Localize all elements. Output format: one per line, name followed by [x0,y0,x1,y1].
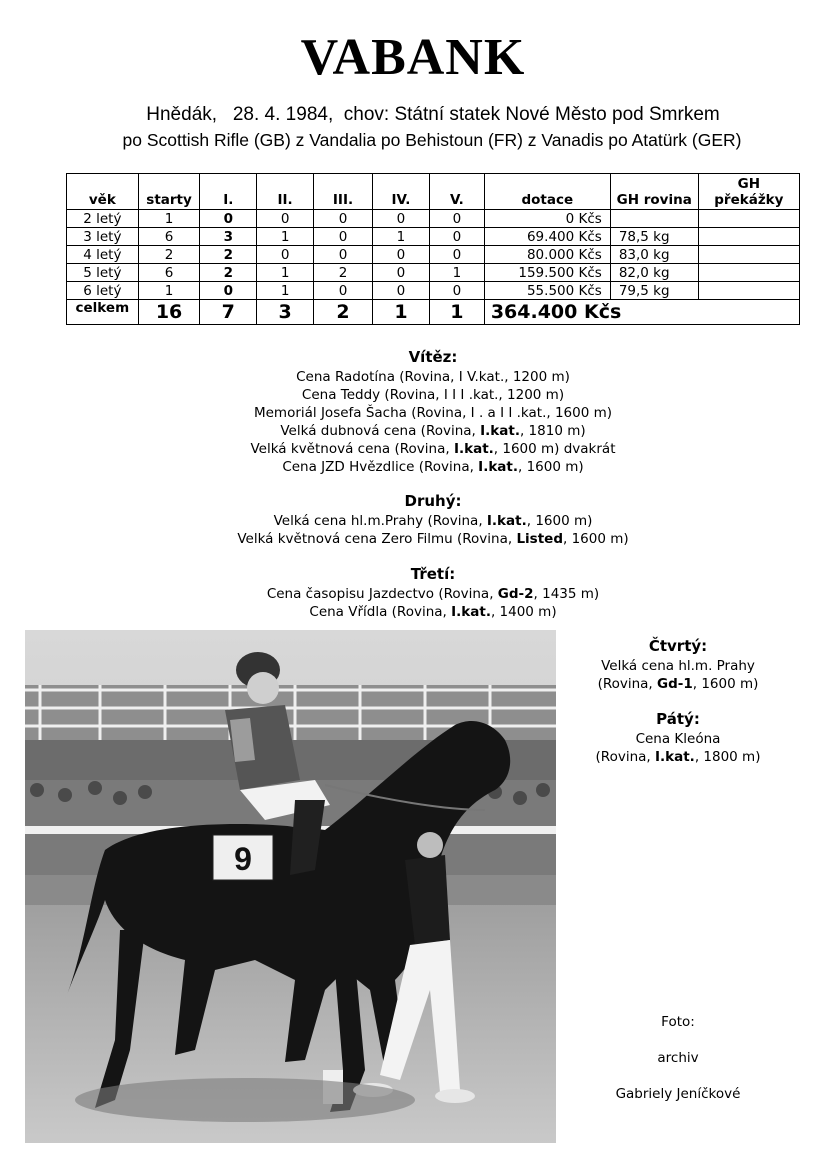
total-second: 3 [257,300,314,325]
cell-prize: 69.400 Kčs [484,228,610,246]
result-line: Cena Radotína (Rovina, I V.kat., 1200 m) [296,369,570,385]
result-line: Cena Kleóna [635,731,721,747]
fifth-list [560,730,796,766]
cell-prize: 0 Kčs [484,210,610,228]
cell-fifth: 1 [429,264,484,282]
result-line: (Rovina, Gd-1, 1600 m) [597,676,759,692]
cell-fourth: 0 [372,282,429,300]
result-line: Cena Teddy (Rovina, I I I .kat., 1200 m) [301,387,565,403]
header-third: III. [314,174,373,210]
total-third: 2 [314,300,373,325]
fifth-places-section [560,710,796,766]
photo-credit-source: archiv [657,1050,699,1066]
cell-gh-jump [698,210,799,228]
cell-second: 1 [257,282,314,300]
header-age: věk [67,174,139,210]
header-first: I. [200,174,257,210]
cell-fifth: 0 [429,246,484,264]
cell-prize: 80.000 Kčs [484,246,610,264]
cell-starts: 1 [138,210,200,228]
cell-age: 2 letý [67,210,139,228]
total-first: 7 [200,300,257,325]
result-line: Cena časopisu Jazdectvo (Rovina, Gd-2, 1435 m) [266,586,600,602]
cell-second: 1 [257,264,314,282]
cell-first: 2 [200,246,257,264]
cell-first: 2 [200,264,257,282]
cell-gh-jump [698,282,799,300]
total-starts: 16 [138,300,200,325]
table-row [67,264,800,282]
header-second: II. [257,174,314,210]
header-fifth: V. [429,174,484,210]
cell-prize: 55.500 Kčs [484,282,610,300]
cell-gh-flat [610,210,698,228]
fifth-heading: Pátý: [656,710,700,728]
cell-fifth: 0 [429,228,484,246]
third-places-section [0,565,826,621]
cell-starts: 6 [138,228,200,246]
cell-gh-flat: 78,5 kg [610,228,698,246]
second-places-section [0,492,826,548]
cell-first: 3 [200,228,257,246]
wins-list [0,368,826,476]
table-row [67,246,800,264]
cell-second: 0 [257,246,314,264]
fourth-places-section [560,637,796,693]
wins-heading: Vítěz: [408,348,458,366]
cell-fourth: 1 [372,228,429,246]
result-line: Cena Vřídla (Rovina, I.kat., 1400 m) [309,604,557,620]
third-list [0,585,826,621]
total-label: celkem [67,300,139,325]
cell-fourth: 0 [372,210,429,228]
total-fifth: 1 [429,300,484,325]
horse-info-line: Hnědák, 28. 4. 1984, chov: Státní statek Nové Město pod Smrkem [146,104,720,125]
result-line: Velká květnová cena (Rovina, I.kat., 1600 m) dvakrát [250,441,616,457]
horse-photo [25,630,556,1143]
pedigree-line: po Scottish Rifle (GB) z Vandalia po Behistoun (FR) z Vanadis po Atatürk (GER) [122,130,742,150]
cell-gh-flat: 79,5 kg [610,282,698,300]
result-line: Velká cena hl.m. Prahy [601,658,755,674]
header-starts: starty [138,174,200,210]
cell-starts: 1 [138,282,200,300]
table-row [67,210,800,228]
header-gh-jump: GH překážky [698,174,799,210]
cell-age: 6 letý [67,282,139,300]
cell-third: 2 [314,264,373,282]
cell-first: 0 [200,210,257,228]
wins-section [0,348,826,476]
cell-gh-jump [698,228,799,246]
fourth-list [560,657,796,693]
result-line: (Rovina, I.kat., 1800 m) [595,749,761,765]
horse-name-title: VABANK [300,29,526,86]
table-header-row [67,174,800,210]
cell-gh-flat: 82,0 kg [610,264,698,282]
header-prize: dotace [484,174,610,210]
photo-credit-owner: Gabriely Jeníčkové [615,1086,741,1102]
cell-prize: 159.500 Kčs [484,264,610,282]
cell-fourth: 0 [372,246,429,264]
result-line: Velká dubnová cena (Rovina, I.kat., 1810 m) [280,423,586,439]
table-row [67,282,800,300]
table-row [67,228,800,246]
fourth-heading: Čtvrtý: [648,637,708,655]
cell-gh-jump [698,264,799,282]
result-line: Memoriál Josefa Šacha (Rovina, I . a I I .kat., 1600 m) [253,405,613,421]
cell-starts: 6 [138,264,200,282]
header-fourth: IV. [372,174,429,210]
cell-fifth: 0 [429,210,484,228]
cell-second: 0 [257,210,314,228]
result-line: Cena JZD Hvězdlice (Rovina, I.kat., 1600 m) [282,459,584,475]
result-line: Velká cena hl.m.Prahy (Rovina, I.kat., 1600 m) [273,513,593,529]
saddle-number: 9 [234,841,252,877]
total-prize: 364.400 Kčs [484,300,799,325]
photo-credit-label: Foto: [661,1014,695,1030]
total-fourth: 1 [372,300,429,325]
cell-gh-jump [698,246,799,264]
table-total-row [67,300,800,325]
cell-third: 0 [314,246,373,264]
header-gh-flat: GH rovina [610,174,698,210]
cell-age: 5 letý [67,264,139,282]
third-heading: Třetí: [410,565,456,583]
cell-age: 3 letý [67,228,139,246]
cell-second: 1 [257,228,314,246]
cell-fourth: 0 [372,264,429,282]
second-list [0,512,826,548]
cell-first: 0 [200,282,257,300]
cell-third: 0 [314,228,373,246]
cell-gh-flat: 83,0 kg [610,246,698,264]
cell-fifth: 0 [429,282,484,300]
cell-third: 0 [314,210,373,228]
cell-age: 4 letý [67,246,139,264]
cell-third: 0 [314,282,373,300]
result-line: Velká květnová cena Zero Filmu (Rovina, Listed, 1600 m) [237,531,629,547]
second-heading: Druhý: [404,492,462,510]
race-record-table [66,173,800,325]
cell-starts: 2 [138,246,200,264]
